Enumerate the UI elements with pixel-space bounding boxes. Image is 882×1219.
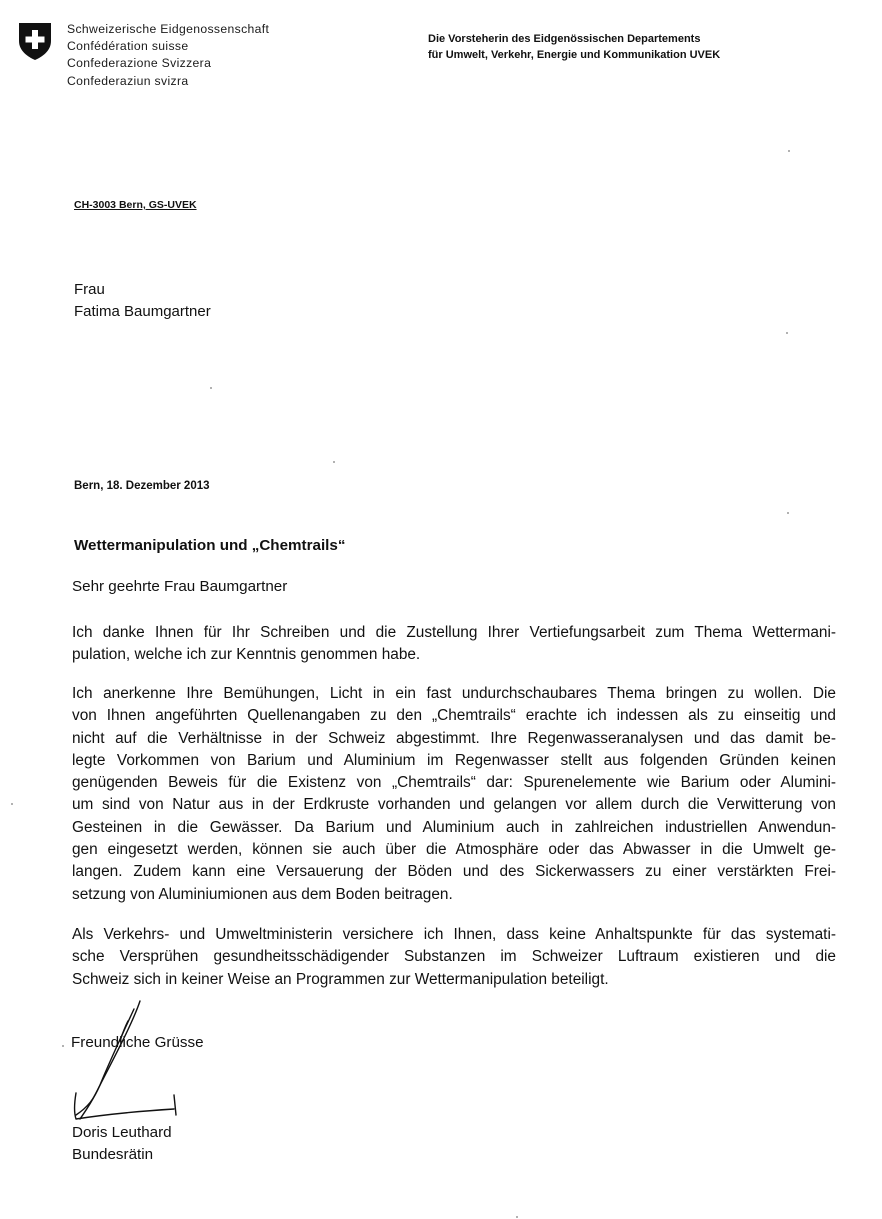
paragraph-line: Schweiz sich in keiner Weise an Programmen zur Wettermanipulation beteiligt. [72, 970, 609, 988]
signatory-title: Bundesrätin [72, 1146, 154, 1163]
scan-speck [62, 1045, 64, 1047]
paragraph-line: langen. Zudem kann eine Versauerung der Böden und des Sickerwassers zu einer verstärkten Frei- [72, 863, 836, 881]
paragraph-line: nicht auf die Verhältnisse in der Schweiz abgestimmt. Ihre Regenwasseranalysen und das damit be- [72, 729, 836, 747]
paragraph-line: gen eingesetzt werden, können sie auch über die Atmosphäre oder das Abwasser in die Umwelt ge- [72, 841, 836, 859]
recipient-name: Fatima Baumgartner [74, 303, 211, 320]
department-line-1: Die Vorsteherin des Eidgenössischen Departements [428, 33, 701, 45]
organisation-name-block [67, 21, 269, 90]
paragraph-line: Als Verkehrs- und Umweltministerin versichere ich Ihnen, dass keine Anhaltspunkte für das systemati- [72, 926, 836, 943]
paragraph-line: von Ihnen angeführten Quellenangaben zu den „Chemtrails“ erachte ich indessen als zu einseitig und [72, 707, 836, 725]
scan-speck [210, 387, 212, 389]
recipient-title: Frau [74, 281, 105, 298]
letter-date: Bern, 18. Dezember 2013 [74, 480, 210, 492]
paragraph-line: setzung von Aluminiumionen aus dem Boden beitragen. [72, 885, 453, 903]
organisation-line-de: Schweizerische Eidgenossenschaft [67, 22, 270, 36]
paragraph-line: Ich danke Ihnen für Ihr Schreiben und die Zustellung Ihrer Vertiefungsarbeit zum Thema Wettermani- [72, 624, 836, 641]
paragraph-line: legte Vorkommen von Barium und Aluminium im Regenwasser stellt aus folgenden Gründen keinen [72, 751, 836, 769]
swiss-cross-shield-icon [18, 21, 52, 61]
signatory-name: Doris Leuthard [72, 1124, 172, 1141]
sender-return-address: CH-3003 Bern, GS-UVEK [74, 199, 197, 211]
scan-speck [516, 1216, 518, 1218]
department-line-2: für Umwelt, Verkehr, Energie und Kommunikation UVEK [428, 48, 721, 61]
scan-speck [786, 332, 788, 334]
paragraph-line: sche Versprühen gesundheitsschädigender Substanzen im Schweizer Luftraum existieren und die [72, 948, 836, 966]
body-paragraph-2 [72, 683, 836, 906]
signatory-block [72, 1122, 172, 1166]
paragraph-line: genügenden Beweis für die Existenz von „Chemtrails“ dar: Spurenelemente wie Barium oder Alumini- [72, 774, 836, 792]
body-paragraph-1 [72, 622, 836, 667]
organisation-line-it: Confederazione Svizzera [67, 56, 212, 71]
organisation-line-fr: Confédération suisse [67, 39, 189, 54]
scan-speck [787, 512, 789, 514]
scan-speck [788, 150, 790, 152]
letter-greeting: Sehr geehrte Frau Baumgartner [72, 578, 288, 595]
scan-speck [333, 461, 335, 463]
department-heading [428, 32, 720, 63]
paragraph-line: um sind von Natur aus in der Erdkruste vorhanden und gelangen vor allem durch die Verwitterung von [72, 796, 836, 814]
letter-closing: Freundliche Grüsse [71, 1034, 204, 1051]
body-paragraph-3 [72, 924, 836, 991]
scan-speck [11, 803, 13, 805]
organisation-line-rm: Confederaziun svizra [67, 73, 189, 88]
paragraph-line: Ich anerkenne Ihre Bemühungen, Licht in ein fast undurchschaubares Thema bringen zu wollen. Die [72, 685, 836, 702]
handwritten-signature [62, 995, 192, 1125]
paragraph-line: pulation, welche ich zur Kenntnis genommen habe. [72, 646, 421, 664]
letter-subject: Wettermanipulation und „Chemtrails“ [74, 537, 346, 554]
recipient-address [74, 279, 211, 323]
paragraph-line: Gesteinen in die Gewässer. Da Barium und Aluminium auch in zahlreichen industriellen Anwendun- [72, 818, 836, 836]
